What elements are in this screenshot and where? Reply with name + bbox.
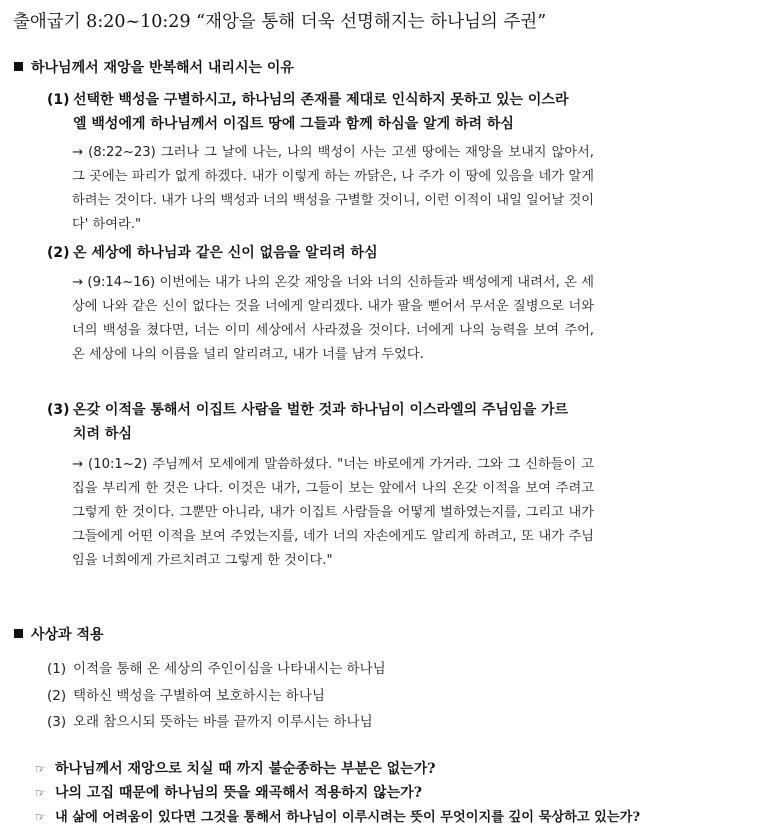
- reason-item-1: [47, 88, 607, 136]
- reason-item-2: [47, 241, 607, 265]
- scripture-quote-2: → (9:14~16) 이번에는 내가 나의 온갖 재앙을 너와 너의 신하들과 백성에게 내려서, 온 세상에 나와 같은 신이 없다는 것을 너에게 알리겠다. 내가 팔을 뻗어서 무서운 질병으로 너와 너의 백성을 쳤다면, 너는 이미 세상에서 사라졌을 것이다. 너에게 나의 능력을 보여 주어, 온 세상에 나의 이름을 널리 알리려고, 내가 너를 남겨 두었다.: [72, 275, 594, 362]
- application-item-1: (1) 이적을 통해 온 세상의 주인이심을 나타내시는 하나님: [47, 661, 386, 677]
- item-text-line1: 온갖 이적을 통해서 이집트 사람을 벌한 것과 하나님이 이스라엘의 주님임을 가르: [73, 402, 569, 418]
- section-heading-application: 사상과 적용: [14, 624, 104, 644]
- item-number: (1): [47, 92, 70, 108]
- sermon-title: “재앙을 통해 더욱 선명해지는 하나님의 주권”: [196, 12, 547, 32]
- pointing-hand-icon: ☞: [35, 762, 46, 776]
- square-bullet-icon: [14, 629, 23, 638]
- item-text-line2: 엘 백성에게 하나님께서 이집트 땅에 그들과 함께 하심을 알게 하려 하심: [73, 116, 514, 132]
- page-title: [13, 8, 546, 33]
- application-item-3: (3) 오래 참으시되 뜻하는 바를 끝까지 이루시는 하나님: [47, 714, 373, 730]
- pointing-hand-icon: ☞: [35, 810, 46, 824]
- square-bullet-icon: [14, 62, 23, 71]
- item-number: (2): [47, 245, 70, 261]
- item-text-line1: 온 세상에 하나님과 같은 신이 없음을 알리려 하심: [73, 245, 378, 261]
- section-heading-reasons: 하나님께서 재앙을 반복해서 내리시는 이유: [14, 57, 294, 77]
- application-item-2: (2) 택하신 백성을 구별하여 보호하시는 하나님: [47, 688, 325, 704]
- item-number: (3): [47, 402, 70, 418]
- reflection-question-2: ☞ 나의 고집 때문에 하나님의 뜻을 왜곡해서 적용하지 않는가?: [35, 785, 422, 801]
- scripture-quote-1: → (8:22~23) 그러나 그 날에 나는, 나의 백성이 사는 고센 땅에는 재앙을 보내지 않아서, 그 곳에는 파리가 없게 하겠다. 내가 이렇게 하는 까닭은, 나 주가 이 땅에 있음을 네가 알게 하려는 것이다. 내가 나의 백성과 너의 백성을 구별할 것이니, 이런 이적이 내일 일어날 것이다' 하여라.": [72, 145, 594, 232]
- scripture-quote-3: → (10:1~2) 주님께서 모세에게 말씀하셨다. "너는 바로에게 가거라. 그와 그 신하들이 고집을 부리게 한 것은 나다. 이것은 내가, 그들이 보는 앞에서 나의 온갖 이적을 보여 주려고 그렇게 한 것이다. 그뿐만 아니라, 내가 이집트 사람들을 어떻게 벌하였는지를, 그리고 내가 그들에게 어떤 이적을 보여 주었는지를, 네가 너의 자손에게도 알리게 하려고, 또 내가 주님임을 너희에게 가르치려고 그렇게 한 것이다.": [72, 457, 594, 568]
- reflection-question-1: ☞ 하나님께서 재앙으로 치실 때 까지 불순종하는 부분은 없는가?: [35, 761, 436, 777]
- scripture-reference: 출애굽기 8:20~10:29: [13, 12, 191, 32]
- reason-item-3: [47, 398, 607, 446]
- reflection-question-3: ☞ 내 삶에 어려움이 있다면 그것을 통해서 하나님이 이루시려는 뜻이 무엇이지를 깊이 묵상하고 있는가?: [35, 810, 641, 825]
- item-text-line2: 치려 하심: [73, 426, 132, 442]
- item-text-line1: 선택한 백성을 구별하시고, 하나님의 존재를 제대로 인식하지 못하고 있는 이스라: [73, 92, 569, 108]
- pointing-hand-icon: ☞: [35, 786, 46, 800]
